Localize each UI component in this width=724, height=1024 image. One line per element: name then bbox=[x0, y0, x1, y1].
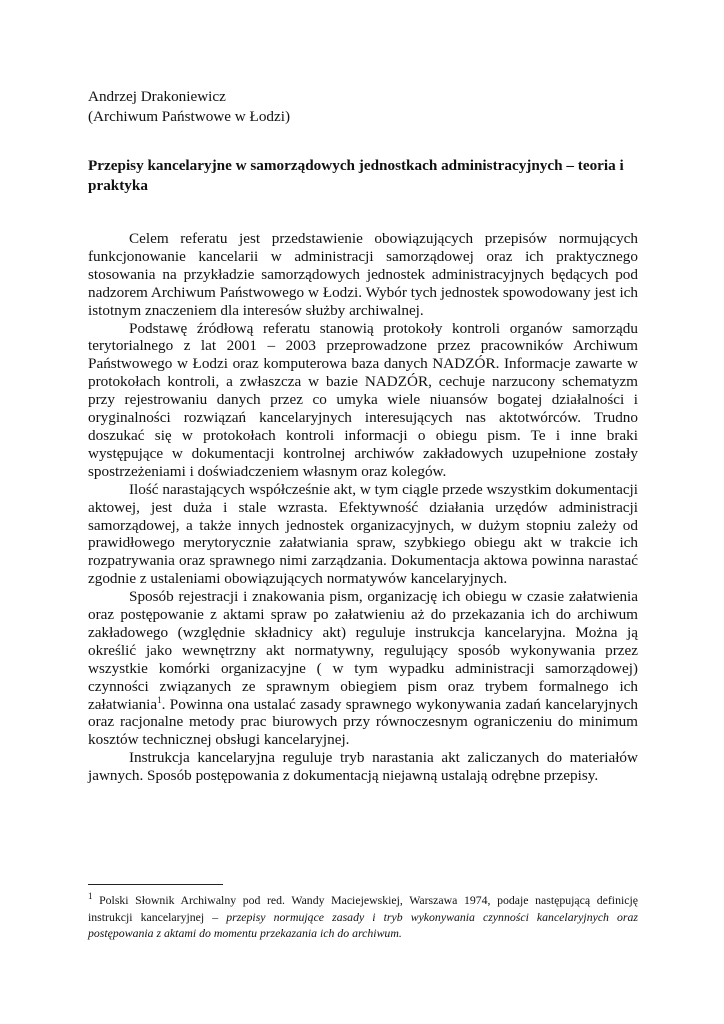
paragraph-text: Sposób rejestracji i znakowania pism, organizację ich obiegu w czasie załatwienia oraz postępowanie z aktami spraw po załatwieniu aż do przekazania ich do archiwum zakładowego (względnie składnicy akt) reguluje instrukcja kancelaryjna. Można ją określić jako wewnętrzny akt normatywny, regulujący sposób wykonywania przez wszystkie komórki organizacyjne ( w tym wypadku administracji samorządowej) czynności związanych ze sprawnym obiegiem pism oraz trybem formalnego ich załatwiania bbox=[88, 588, 638, 713]
document-title: Przepisy kancelaryjne w samorządowych jednostkach administracyjnych – teoria i praktyka bbox=[88, 157, 624, 194]
paragraph: Ilość narastających współcześnie akt, w tym ciągle przede wszystkim dokumentacji aktowej, jest duża i stale wzrasta. Efektywność działania urzędów administracji samorządowej, a także innych jednostek organizacyjnych, w dużym stopniu zależy od prawidłowego merytorycznie załatwiania spraw, szybkiego obiegu akt w trakcie ich rozpatrywania oraz sprawnego nimi zarządzania. Dokumentacja aktowa powinna narastać zgodnie z ustaleniami obowiązujących normatywów kancelaryjnych. bbox=[88, 480, 638, 588]
paragraph: Instrukcja kancelaryjna reguluje tryb narastania akt zaliczanych do materiałów jawnych. Sposób postępowania z dokumentacją niejawną ustalają odrębne przepisy. bbox=[88, 749, 638, 785]
footnote-separator bbox=[88, 884, 223, 885]
paragraph-text-continued: . Powinna ona ustalać zasady sprawnego wykonywania zadań kancelaryjnych oraz racjonalne metody prac biurowych przy równoczesnym ograniczeniu do minimum kosztów technicznej obsługi kancelaryjnej. bbox=[88, 695, 638, 749]
paragraph: Podstawę źródłową referatu stanowią protokoły kontroli organów samorządu terytorialnego z lat 2001 – 2003 przeprowadzone przez pracowników Archiwum Państwowego w Łodzi oraz komputerowa baza danych NADZÓR. Informacje zawarte w protokołach kontroli, a zwłaszcza w bazie NADZÓR, cechuje narzucony schematyzm przy rejestrowaniu danych przez co umyka wiele niuansów bogatej działalności i oryginalności rozwiązań kancelaryjnych interesujących nas aktotwórców. Trudno doszukać się w protokołach kontroli informacji o obiegu pism. Te i inne braki występujące w dokumentacji kontrolnej archiwów zakładowych uzupełnione zostały spostrzeżeniami i doświadczeniem własnym oraz kolegów. bbox=[88, 319, 638, 480]
footnote-italic-text: przepisy normujące zasady i tryb wykonywania czynności kancelaryjnych oraz postępowania z aktami do momentu przekazania ich do archiwum. bbox=[88, 909, 639, 940]
footnote-text: Polski Słownik Archiwalny pod red. Wandy Maciejewskiej, Warszawa 1974, podaje następującą definicję instrukcji kancelaryjnej – bbox=[88, 893, 638, 924]
body-text bbox=[88, 230, 638, 785]
paragraph bbox=[88, 588, 638, 749]
author-block bbox=[88, 87, 648, 126]
footnote bbox=[88, 892, 638, 942]
footnote-reference[interactable]: 1 bbox=[157, 694, 162, 705]
author-affiliation: (Archiwum Państwowe w Łodzi) bbox=[88, 107, 291, 125]
author-name: Andrzej Drakoniewicz bbox=[88, 88, 226, 105]
paragraph: Celem referatu jest przedstawienie obowiązujących przepisów normujących funkcjonowanie kancelarii w administracji samorządowej oraz ich praktycznego stosowania na przykładzie samorządowych jednostek administracyjnych będących pod nadzorem Archiwum Państwowego w Łodzi. Wybór tych jednostek spowodowany jest ich istotnym znaczeniem dla interesów służby archiwalnej. bbox=[88, 230, 638, 319]
footnote-marker: 1 bbox=[88, 891, 93, 902]
